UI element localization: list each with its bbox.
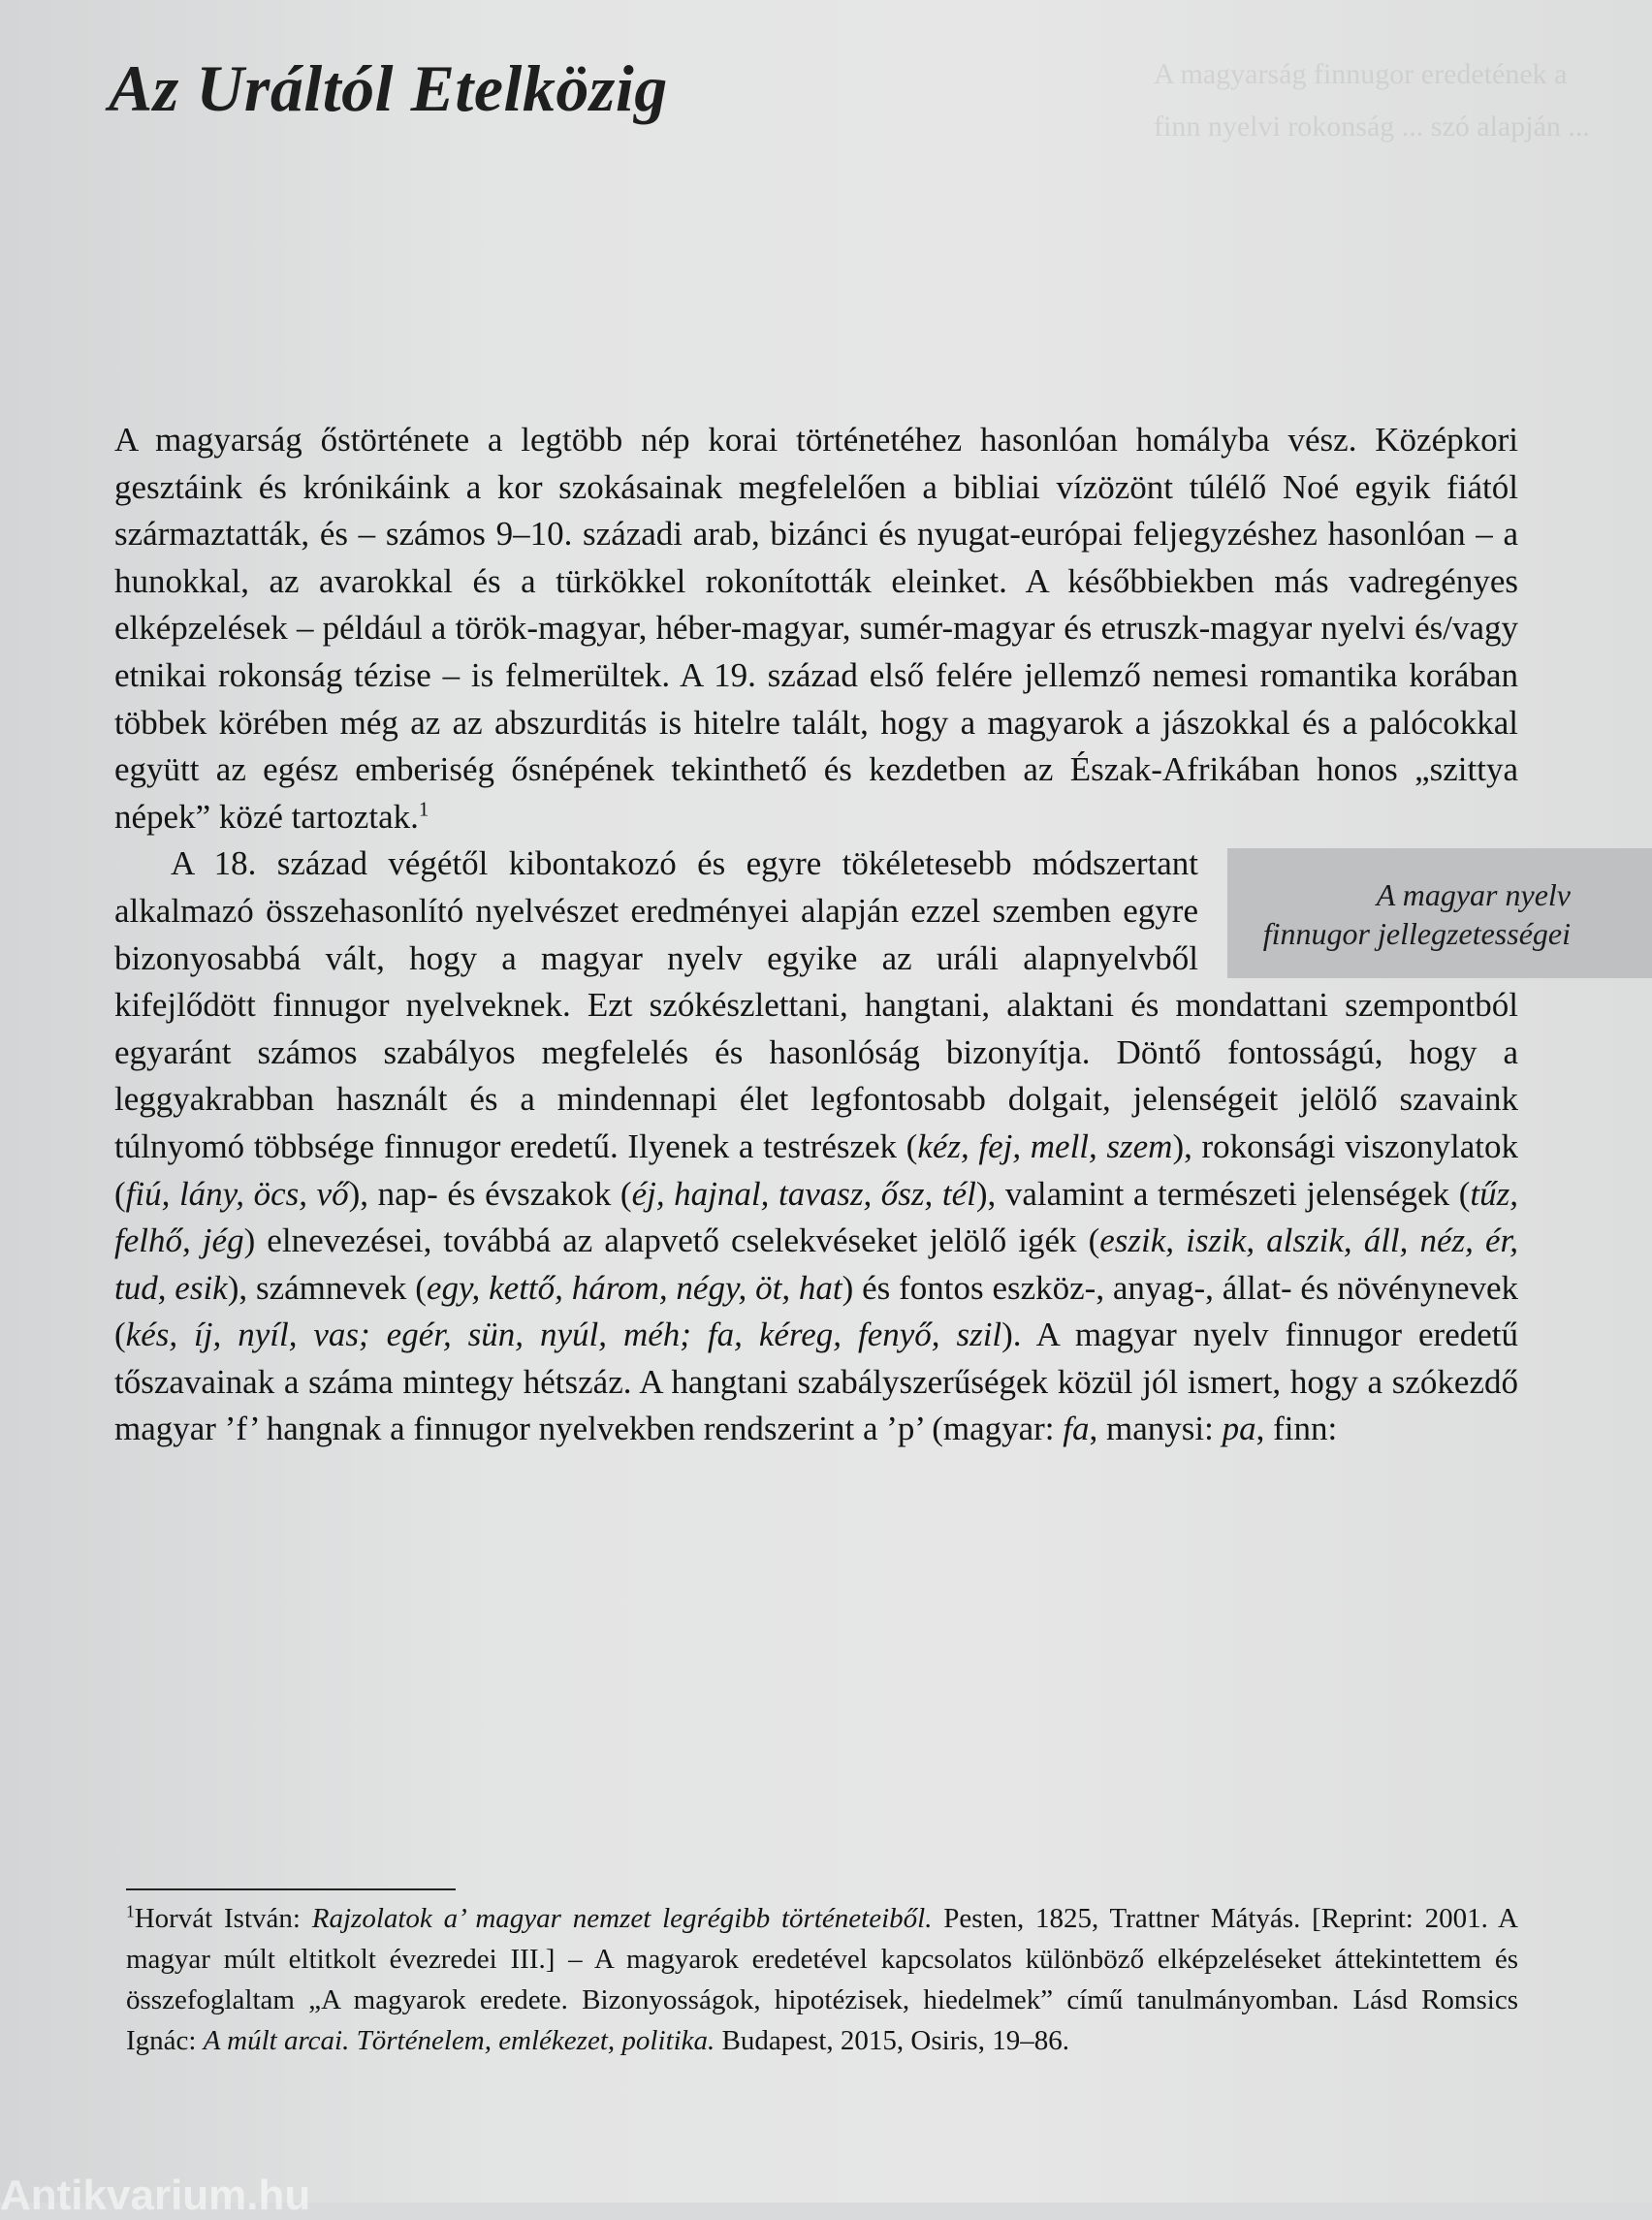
example-tools: kés, íj, nyíl, vas; egér, sün, nyúl, méh; fa, kéreg, fenyő, szil (125, 1316, 1002, 1354)
text-segment: ) és fontos eszköz-, anyag-, állat- és növénynevek ( (114, 1268, 1519, 1354)
text-segment: ) elnevezései, továbbá az alapvető cselekvéseket jelölő igék ( (243, 1221, 1100, 1260)
text-segment: , finn: (1255, 1410, 1338, 1448)
example-nature: tűz, felhő, jég (114, 1174, 1518, 1260)
footnote-divider (126, 1888, 456, 1890)
paragraph-2-intro: A 18. század végétől kibontakozó és egyre tökéletesebb módszertant alkalmazó összehasonlító nyelvészet eredményei alapján ezzel szemben egyre bizonyosabbá vált, hogy a magyar nyelv egyike az uráli alapnyelvből kifejlődött finnugor nyelveknek. Ezt szókészlettani, hangtani, alaktani és mondattani szempontból egyaránt számos szabályos megfelelés és hasonlóság bizonyítja. Döntő fontosságú, hogy a leggyakrabban használt és a mindennapi élet legfontosabb dolgait, jelenségeit jelölő szavaink túlnyomó többsége finnugor eredetű. Ilyenek a testrészek ( (114, 844, 1518, 1165)
text-segment: , manysi: (1089, 1410, 1223, 1448)
text-segment: ). A magyar nyelv finnugor eredetű tőszavainak a száma mintegy hétszáz. A hangtani szabályszerűségek közül jól ismert, hogy a szókezdő magyar ’f’ hangnak a finnugor nyelvekben rendszerint a ’p’ (magyar: (114, 1316, 1518, 1448)
example-numerals: egy, kettő, három, négy, öt, hat (426, 1268, 842, 1307)
footnote-reference[interactable]: 1 (418, 797, 429, 821)
footnote-number: 1 (126, 1901, 135, 1921)
footnote-publication: Budapest, 2015, Osiris, 19–86. (715, 2025, 1069, 2056)
footnote-work-title-1: Rajzolatok a’ magyar nemzet legrégibb történeteiből. (311, 1903, 933, 1934)
paragraph-1-text: A magyarság őstörténete a legtöbb nép korai történetéhez hasonlóan homályba vész. Középkori gesztáink és krónikáink a kor szokásainak megfelelően a bibliai vízözönt túlélő Noé egyik fiától származtatták, és – számos 9–10. századi arab, bizánci és nyugat-európai feljegyzéshez hasonlóan – a hunokkal, az avarokkal és a türkökkel rokonították eleinket. A későbbiekben más vadregényes elképzelések – például a török-magyar, héber-magyar, sumér-magyar és etruszk-magyar nyelvi és/vagy etnikai rokonság tézise – is felmerültek. A 19. század első felére jellemző nemesi romantika korában többek körében még az az abszurditás is hitelre talált, hogy a magyarok a jászokkal és a palócokkal együtt az egész emberiség ősnépének tekinthető és kezdetben az Észak-Afrikában honos „szittya népek” közé tartoztak. (114, 421, 1518, 836)
text-segment: ), valamint a természeti jelenségek ( (975, 1174, 1471, 1213)
body-text (114, 417, 1571, 1453)
example-word-pa: pa (1222, 1410, 1256, 1448)
example-verbs: eszik, iszik, alszik, áll, néz, ér, tud, esik (114, 1221, 1518, 1307)
chapter-title: Az Uráltól Etelközig (109, 51, 668, 125)
text-segment: ), rokonsági viszonylatok ( (114, 1126, 1519, 1213)
text-segment: ), számnevek ( (227, 1268, 427, 1307)
margin-note: A magyar nyelv finnugor jellegzetességei (1227, 848, 1652, 978)
watermark: Antikvarium.hu (0, 2172, 311, 2219)
example-seasons: éj, hajnal, tavasz, ősz, tél (631, 1174, 976, 1213)
footnote-work-title-2: A múlt arcai. Történelem, emlékezet, politika. (203, 2025, 715, 2056)
example-body-parts: kéz, fej, mell, szem (917, 1126, 1173, 1165)
footnote-text: Pesten, 1825, Trattner Mátyás. [Reprint: 2001. A magyar múlt eltitkolt évezredei III.] – A magyarok eredetével kapcsolatos különböző elképzeléseket áttekintettem és összefoglaltam „A magyarok eredete. Bizonyosságok, hipotézisek, hiedelmek” című tanulmányomban. Lásd Romsics Ignác: (126, 1903, 1518, 2056)
text-segment: ), nap- és évszakok ( (348, 1174, 632, 1213)
example-kinship: fiú, lány, öcs, vő (125, 1174, 349, 1213)
paragraph-1 (114, 417, 1518, 840)
paragraph-2 (114, 840, 1571, 1453)
footnote (126, 1898, 1518, 2061)
bleed-through-text: A magyarság finnugor eredetének a finn nyelvi rokonság ... szó alapján ... (1154, 58, 1590, 143)
footnote-author: Horvát István: (134, 1903, 312, 1934)
example-word-fa: fa (1063, 1410, 1090, 1448)
